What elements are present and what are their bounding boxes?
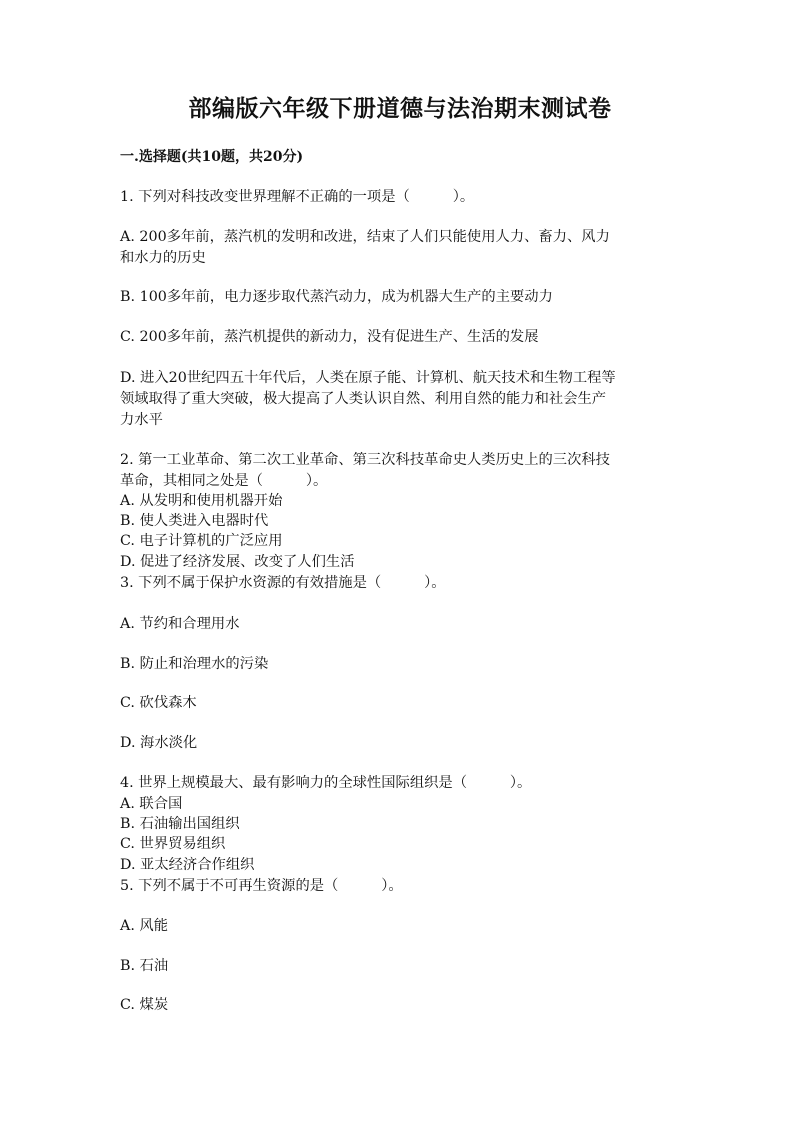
section-heading: 一.选择题(共10题，共20分)	[120, 149, 304, 165]
question-4-stem: 4. 世界上规模最大、最有影响力的全球性国际组织是（ ）。	[120, 775, 532, 791]
question-5-option-b: B. 石油	[120, 958, 169, 974]
question-4-option-c: C. 世界贸易组织	[120, 836, 226, 852]
question-3-option-b: B. 防止和治理水的污染	[120, 656, 269, 672]
question-5-option-c: C. 煤炭	[120, 997, 169, 1013]
question-4-option-b: B. 石油输出国组织	[120, 816, 240, 832]
question-2-option-b: B. 使人类进入电器时代	[120, 513, 269, 529]
question-2-option-d: D. 促进了经济发展、改变了人们生活	[120, 554, 355, 570]
question-3-stem: 3. 下列不属于保护水资源的有效措施是（ ）。	[120, 575, 446, 591]
question-1-option-a-cont: 和水力的历史	[120, 250, 206, 266]
question-3-option-a: A. 节约和合理用水	[120, 616, 240, 632]
question-2-option-a: A. 从发明和使用机器开始	[120, 493, 283, 509]
question-5-option-a: A. 风能	[120, 918, 169, 934]
question-1-option-b: B. 100多年前，电力逐步取代蒸汽动力，成为机器大生产的主要动力	[120, 289, 553, 305]
question-2-option-c: C. 电子计算机的广泛应用	[120, 533, 283, 549]
question-4-option-d: D. 亚太经济合作组织	[120, 857, 255, 873]
question-5-stem: 5. 下列不属于不可再生资源的是（ ）。	[120, 878, 403, 894]
question-1-stem: 1. 下列对科技改变世界理解不正确的一项是（ ）。	[120, 189, 475, 205]
question-1-option-d-cont: 力水平	[120, 412, 163, 428]
question-1-option-d-cont: 领域取得了重大突破，极大提高了人类认识自然、利用自然的能力和社会生产	[120, 391, 607, 407]
question-3-option-c: C. 砍伐森木	[120, 695, 197, 711]
question-1-option-c: C. 200多年前，蒸汽机提供的新动力，没有促进生产、生活的发展	[120, 329, 539, 345]
question-3-option-d: D. 海水淡化	[120, 735, 198, 751]
page-title: 部编版六年级下册道德与法治期末测试卷	[188, 95, 612, 122]
question-1-option-d: D. 进入20世纪四五十年代后，人类在原子能、计算机、航天技术和生物工程等	[120, 370, 616, 386]
question-2-stem: 2. 第一工业革命、第二次工业革命、第三次科技革命史人类历史上的三次科技	[120, 452, 610, 468]
question-4-option-a: A. 联合国	[120, 796, 183, 812]
question-2-stem-cont: 革命，其相同之处是（ ）。	[120, 473, 328, 489]
question-1-option-a: A. 200多年前，蒸汽机的发明和改进，结束了人们只能使用人力、畜力、风力	[120, 229, 610, 245]
